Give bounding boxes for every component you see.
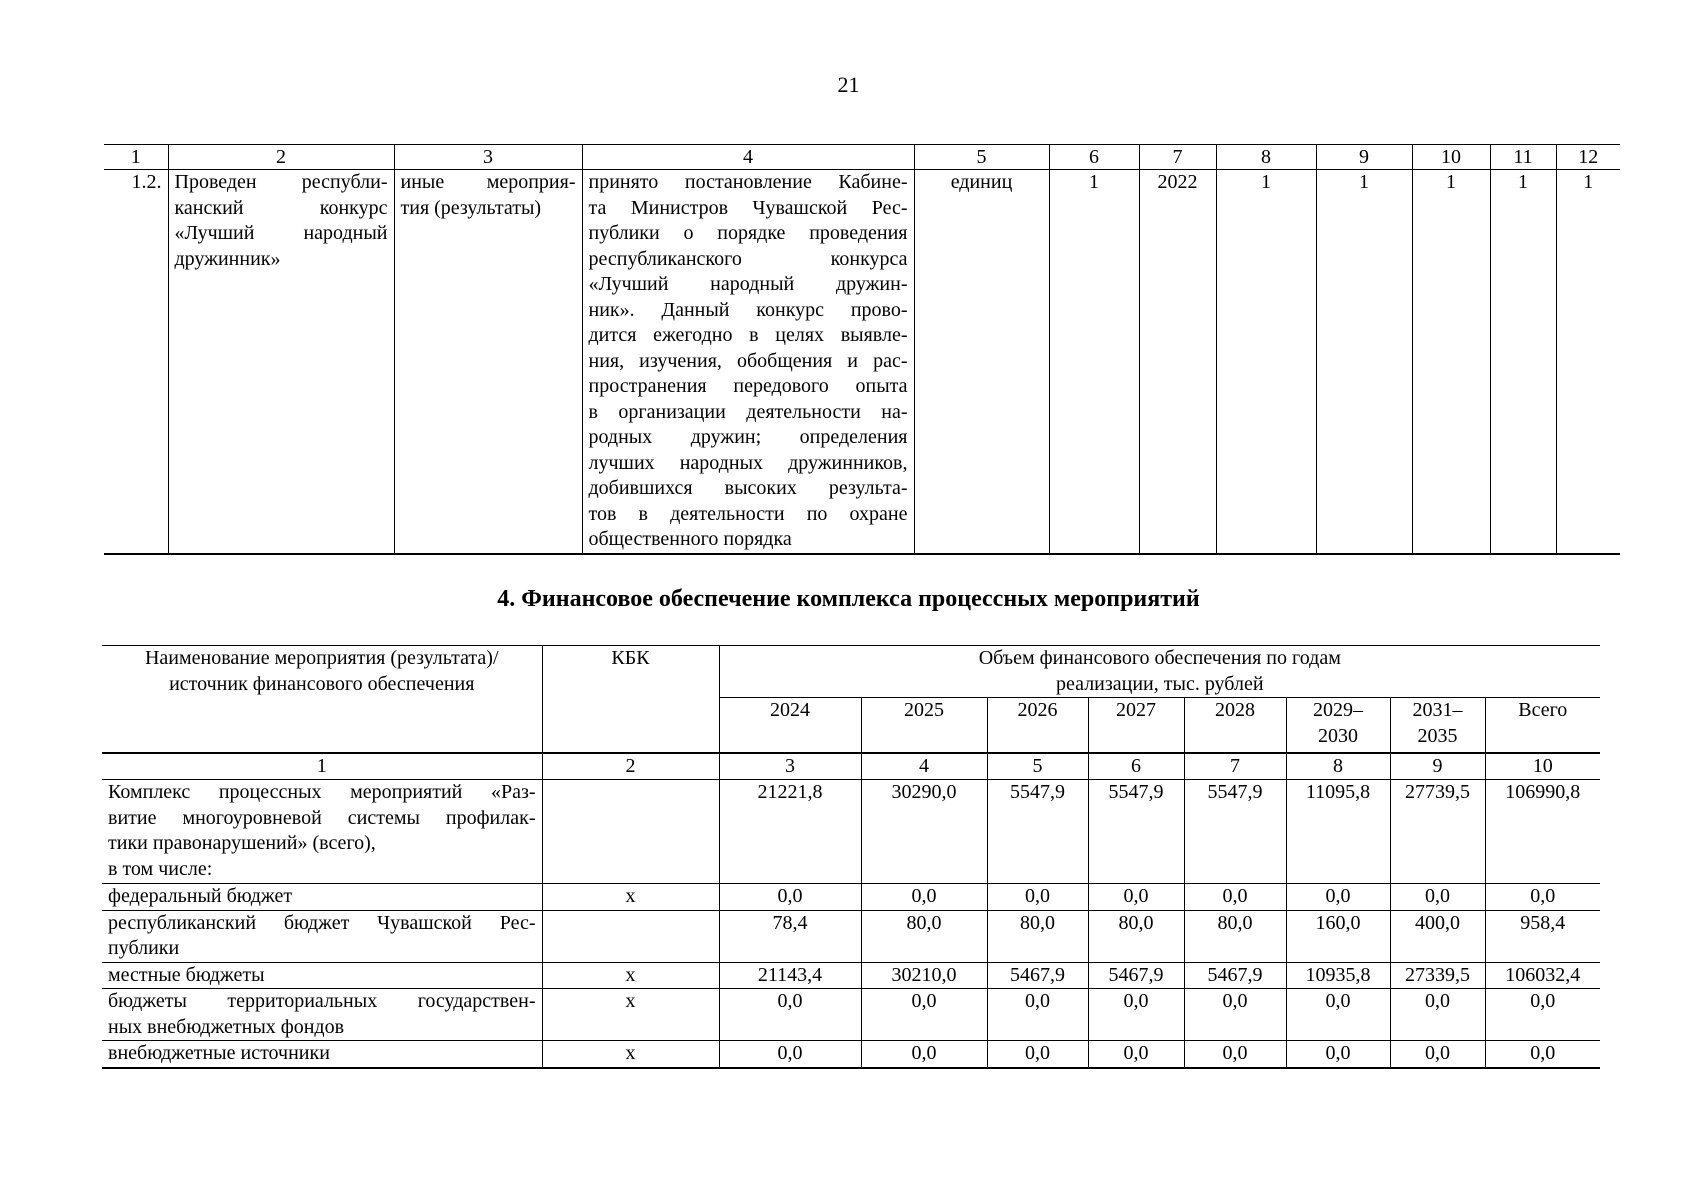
text-line: 2029– xyxy=(1313,699,1363,721)
value-cell: 0,0 xyxy=(987,1041,1088,1068)
value-cell: 1 xyxy=(1556,170,1620,554)
text-line: Проведен республи- xyxy=(174,171,388,193)
col-number: 8 xyxy=(1286,753,1390,780)
value-cell: 0,0 xyxy=(1184,884,1286,911)
text-line: иные мероприя- xyxy=(400,171,576,193)
value-cell: 80,0 xyxy=(1184,910,1286,962)
text-line: республиканский бюджет Чувашской Рес- xyxy=(108,911,536,934)
value-cell: 80,0 xyxy=(987,910,1088,962)
col-number: 5 xyxy=(987,753,1088,780)
year-header: 2027 xyxy=(1088,698,1184,753)
col-number: 7 xyxy=(1139,145,1216,170)
table-row xyxy=(102,910,1600,962)
table-header-row xyxy=(104,145,1620,170)
text-line: тики правонарушений» (всего), xyxy=(108,832,376,854)
value-cell: 5467,9 xyxy=(987,962,1088,989)
value-cell: 1 xyxy=(1490,170,1556,554)
source-name-cell xyxy=(102,1041,542,1068)
text-line: в том числе: xyxy=(108,857,213,880)
text-line: 2030 xyxy=(1318,724,1358,747)
unit-cell: единиц xyxy=(914,170,1049,554)
text-line: публики xyxy=(108,937,180,959)
value-cell: 0,0 xyxy=(861,989,987,1041)
value-cell: 0,0 xyxy=(861,1041,987,1068)
value-cell: 0,0 xyxy=(1286,884,1390,911)
col-number: 2 xyxy=(168,145,394,170)
total-cell: 0,0 xyxy=(1485,884,1600,911)
col-number: 1 xyxy=(102,753,542,780)
text-line: общественного порядка xyxy=(588,528,792,550)
col-number: 4 xyxy=(582,145,914,170)
value-cell: 11095,8 xyxy=(1286,780,1390,884)
value-cell: 0,0 xyxy=(987,884,1088,911)
kbk-cell: x xyxy=(542,884,719,911)
text-line: 2035 xyxy=(1417,724,1458,747)
text-line: внебюджетные источники xyxy=(108,1042,330,1064)
value-cell: 0,0 xyxy=(1286,1041,1390,1068)
header-volume-cell xyxy=(719,646,1600,698)
text-line: республиканского конкурса xyxy=(588,247,908,270)
year-header: 2026 xyxy=(987,698,1088,753)
text-line: принято постановление Кабине- xyxy=(588,171,908,193)
value-cell: 0,0 xyxy=(861,884,987,911)
table-row xyxy=(102,884,1600,911)
text-line: тия (результаты) xyxy=(400,196,542,219)
text-line: Комплекс процессных мероприятий «Раз- xyxy=(108,781,536,803)
result-name-cell xyxy=(168,170,394,554)
value-cell: 78,4 xyxy=(719,910,861,962)
year-header: 2024 xyxy=(719,698,861,753)
total-cell: 0,0 xyxy=(1485,989,1600,1041)
text-line: источник финансового обеспечения xyxy=(169,672,475,695)
col-number: 1 xyxy=(104,145,168,170)
value-cell: 0,0 xyxy=(719,1041,861,1068)
source-name-cell xyxy=(102,989,542,1041)
value-cell: 0,0 xyxy=(1088,1041,1184,1068)
text-line: Объем финансового обеспечения по годам xyxy=(978,647,1341,669)
value-cell: 30210,0 xyxy=(861,962,987,989)
year-header: 2028 xyxy=(1184,698,1286,753)
value-cell: 0,0 xyxy=(1184,1041,1286,1068)
col-number: 12 xyxy=(1556,145,1620,170)
text-line: ных внебюджетных фондов xyxy=(108,1015,345,1038)
text-line: витие многоуровневой системы профилак- xyxy=(108,806,536,829)
text-line: 2031– xyxy=(1412,699,1463,721)
col-number: 6 xyxy=(1088,753,1184,780)
value-cell: 0,0 xyxy=(719,989,861,1041)
row-number: 1.2. xyxy=(104,170,168,554)
value-cell: 400,0 xyxy=(1390,910,1485,962)
year-cell: 2022 xyxy=(1139,170,1216,554)
col-number: 6 xyxy=(1049,145,1139,170)
table-row xyxy=(104,170,1620,554)
value-cell: 0,0 xyxy=(1390,989,1485,1041)
text-line: лучших народных дружинников, xyxy=(588,451,908,474)
result-type-cell xyxy=(394,170,582,554)
col-number: 9 xyxy=(1390,753,1485,780)
text-line: та Министров Чувашской Рес- xyxy=(588,196,908,219)
text-line: канский конкурс xyxy=(174,196,388,219)
value-cell: 160,0 xyxy=(1286,910,1390,962)
col-number: 4 xyxy=(861,753,987,780)
value-cell: 10935,8 xyxy=(1286,962,1390,989)
source-name-cell xyxy=(102,910,542,962)
source-name-cell xyxy=(102,780,542,884)
value-cell: 1 xyxy=(1316,170,1412,554)
table-row xyxy=(102,780,1600,884)
source-name-cell xyxy=(102,962,542,989)
table-row xyxy=(102,962,1600,989)
value-cell: 1 xyxy=(1049,170,1139,554)
value-cell: 5467,9 xyxy=(1088,962,1184,989)
value-cell: 1 xyxy=(1412,170,1490,554)
header-kbk-cell: КБК xyxy=(542,646,719,753)
col-number: 3 xyxy=(719,753,861,780)
text-line: добившихся высоких результа- xyxy=(588,477,908,499)
col-number: 10 xyxy=(1485,753,1600,780)
text-line: тов в деятельности по охране xyxy=(588,502,908,525)
value-cell: 5547,9 xyxy=(987,780,1088,884)
value-cell: 0,0 xyxy=(987,989,1088,1041)
table-row xyxy=(102,1041,1600,1068)
section-title: 4. Финансовое обеспечение комплекса процессных мероприятий xyxy=(497,586,1200,612)
col-number: 8 xyxy=(1216,145,1316,170)
col-number: 7 xyxy=(1184,753,1286,780)
kbk-cell xyxy=(542,910,719,962)
value-cell: 21221,8 xyxy=(719,780,861,884)
year-header xyxy=(1390,698,1485,753)
value-cell: 21143,4 xyxy=(719,962,861,989)
text-line: Наименование мероприятия (результата)/ xyxy=(144,647,499,669)
value-cell: 0,0 xyxy=(1088,989,1184,1041)
kbk-cell: x xyxy=(542,989,719,1041)
text-line: дружинник» xyxy=(174,247,281,270)
table-row xyxy=(102,989,1600,1041)
value-cell: 0,0 xyxy=(719,884,861,911)
col-number: 3 xyxy=(394,145,582,170)
result-description-cell xyxy=(582,170,914,554)
text-line: ния, изучения, обобщения и рас- xyxy=(588,349,908,372)
value-cell: 27339,5 xyxy=(1390,962,1485,989)
text-line: пространения передового опыта xyxy=(588,375,908,397)
value-cell: 1 xyxy=(1216,170,1316,554)
source-name-cell xyxy=(102,884,542,911)
kbk-cell: x xyxy=(542,1041,719,1068)
value-cell: 5547,9 xyxy=(1088,780,1184,884)
text-line: родных дружин; определения xyxy=(588,426,908,448)
value-cell: 5547,9 xyxy=(1184,780,1286,884)
col-number: 5 xyxy=(914,145,1049,170)
year-header xyxy=(1286,698,1390,753)
header-name-cell xyxy=(102,646,542,753)
text-line: в организации деятельности на- xyxy=(588,400,908,423)
year-header: Всего xyxy=(1485,698,1600,753)
value-cell: 0,0 xyxy=(1184,989,1286,1041)
text-line: реализации, тыс. рублей xyxy=(1056,672,1264,695)
value-cell: 0,0 xyxy=(1390,1041,1485,1068)
column-numbers-row xyxy=(102,753,1600,780)
text-line: публики о порядке проведения xyxy=(588,222,908,244)
col-number: 10 xyxy=(1412,145,1490,170)
value-cell: 80,0 xyxy=(1088,910,1184,962)
value-cell: 0,0 xyxy=(1286,989,1390,1041)
total-cell: 0,0 xyxy=(1485,1041,1600,1068)
kbk-cell xyxy=(542,780,719,884)
total-cell: 958,4 xyxy=(1485,910,1600,962)
value-cell: 0,0 xyxy=(1390,884,1485,911)
text-line: федеральный бюджет xyxy=(108,885,293,907)
value-cell: 5467,9 xyxy=(1184,962,1286,989)
financing-table xyxy=(102,645,1600,1069)
kbk-cell: x xyxy=(542,962,719,989)
value-cell: 0,0 xyxy=(1088,884,1184,911)
col-number: 11 xyxy=(1490,145,1556,170)
text-line: «Лучший народный дружин- xyxy=(588,273,908,295)
table-header-row xyxy=(102,646,1600,698)
text-line: бюджеты территориальных государствен- xyxy=(108,990,536,1012)
value-cell: 30290,0 xyxy=(861,780,987,884)
text-line: местные бюджеты xyxy=(108,963,265,986)
value-cell: 27739,5 xyxy=(1390,780,1485,884)
col-number: 9 xyxy=(1316,145,1412,170)
page-number: 21 xyxy=(837,72,860,97)
col-number: 2 xyxy=(542,753,719,780)
results-table xyxy=(104,144,1620,555)
text-line: ник». Данный конкурс прово- xyxy=(588,298,908,321)
text-line: дится ежегодно в целях выявле- xyxy=(588,324,908,346)
total-cell: 106990,8 xyxy=(1485,780,1600,884)
total-cell: 106032,4 xyxy=(1485,962,1600,989)
value-cell: 80,0 xyxy=(861,910,987,962)
year-header: 2025 xyxy=(861,698,987,753)
text-line: «Лучший народный xyxy=(174,222,388,244)
